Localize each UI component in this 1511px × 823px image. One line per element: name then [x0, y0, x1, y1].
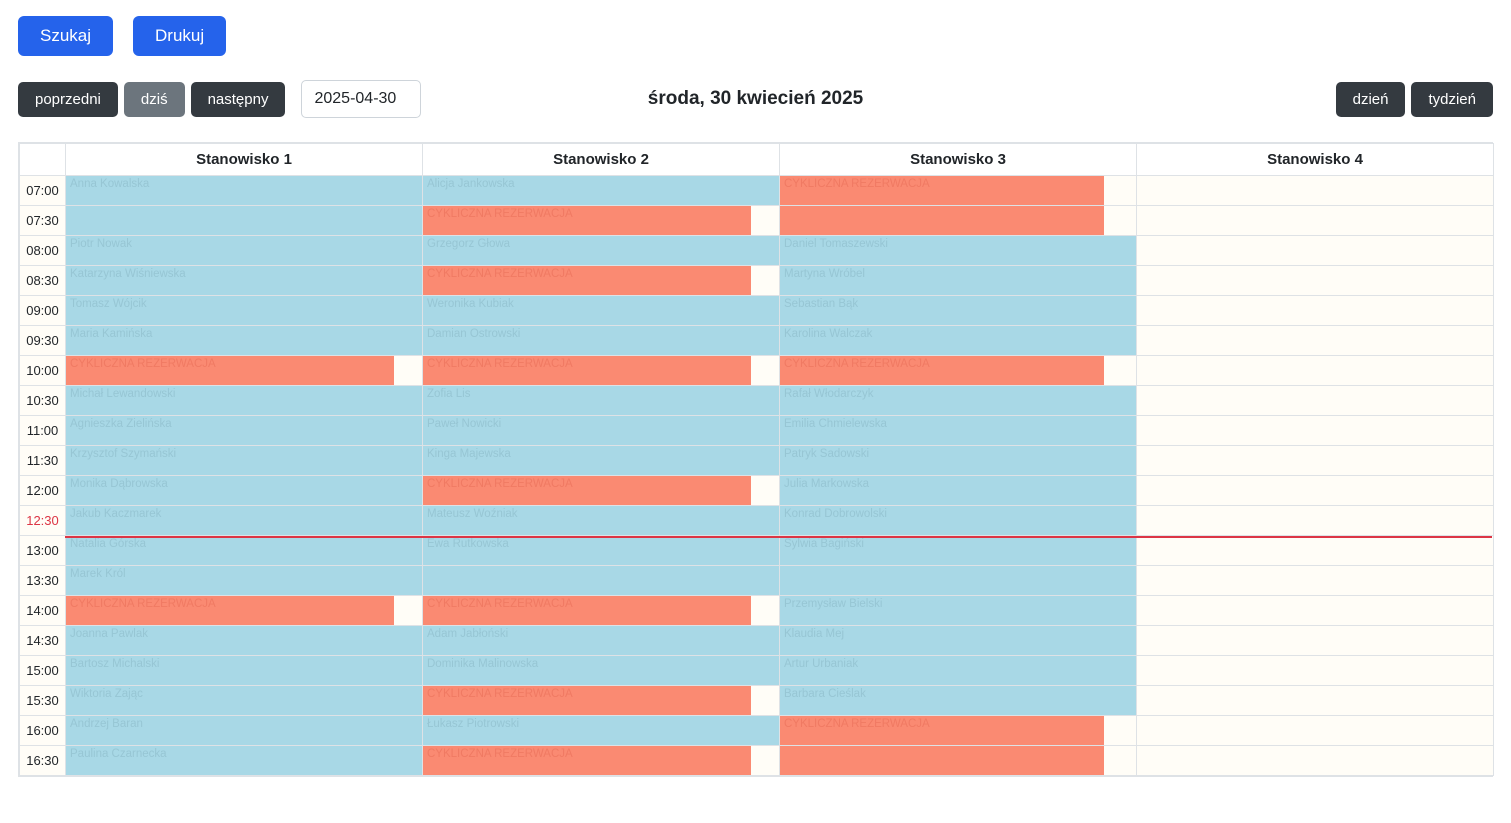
- calendar-slot[interactable]: [780, 176, 1137, 206]
- recurring-reservation-block[interactable]: CYKLICZNA REZERWACJA: [780, 356, 1104, 385]
- calendar-row: [20, 416, 1494, 446]
- reservation-block[interactable]: Piotr Nowak: [66, 236, 422, 265]
- date-input[interactable]: [301, 80, 421, 118]
- calendar-row: [20, 506, 1494, 536]
- calendar-slot[interactable]: [780, 296, 1137, 326]
- column-header-station-2: Stanowisko 2: [423, 144, 780, 176]
- nav-right-group: [1336, 82, 1493, 117]
- calendar-slot[interactable]: [780, 236, 1137, 266]
- calendar-row: [20, 446, 1494, 476]
- next-day-button[interactable]: następny: [191, 82, 286, 117]
- calendar-slot[interactable]: [780, 476, 1137, 506]
- calendar-slot[interactable]: [423, 236, 780, 266]
- time-label: 08:00: [20, 236, 66, 266]
- toolbar: [0, 0, 1511, 56]
- calendar-table: [19, 143, 1494, 776]
- calendar-slot[interactable]: [423, 296, 780, 326]
- calendar-slot[interactable]: [423, 746, 780, 776]
- calendar-slot[interactable]: [66, 536, 423, 566]
- calendar-slot[interactable]: [66, 206, 423, 236]
- calendar-slot[interactable]: [1137, 716, 1494, 746]
- calendar-slot[interactable]: [423, 476, 780, 506]
- calendar-slot[interactable]: [780, 566, 1137, 596]
- calendar-slot[interactable]: [423, 326, 780, 356]
- reservation-block[interactable]: Przemysław Bielski: [780, 596, 1136, 625]
- reservation-block[interactable]: Adam Jabłoński: [423, 626, 779, 655]
- calendar-slot[interactable]: [780, 716, 1137, 746]
- time-label: 11:30: [20, 446, 66, 476]
- recurring-reservation-block[interactable]: CYKLICZNA REZERWACJA: [780, 716, 1104, 745]
- current-date-title: środa, 30 kwiecień 2025: [647, 88, 864, 109]
- recurring-reservation-block[interactable]: CYKLICZNA REZERWACJA: [66, 596, 394, 625]
- calendar-slot[interactable]: [66, 746, 423, 776]
- reservation-block[interactable]: [423, 566, 779, 595]
- calendar-slot[interactable]: [66, 386, 423, 416]
- today-button[interactable]: dziś: [124, 82, 185, 117]
- time-label: 15:00: [20, 656, 66, 686]
- calendar-slot[interactable]: [1137, 596, 1494, 626]
- time-label: 11:00: [20, 416, 66, 446]
- calendar-row: [20, 566, 1494, 596]
- reservation-block[interactable]: Sebastian Bąk: [780, 296, 1136, 325]
- previous-day-button[interactable]: poprzedni: [18, 82, 118, 117]
- time-label: 07:30: [20, 206, 66, 236]
- calendar-row: [20, 296, 1494, 326]
- time-label: 10:00: [20, 356, 66, 386]
- calendar-slot[interactable]: [1137, 506, 1494, 536]
- time-label: 14:30: [20, 626, 66, 656]
- calendar-slot[interactable]: [423, 356, 780, 386]
- calendar-slot[interactable]: [780, 656, 1137, 686]
- calendar-slot[interactable]: [780, 206, 1137, 236]
- reservation-block[interactable]: Klaudia Mej: [780, 626, 1136, 655]
- calendar-slot[interactable]: [66, 626, 423, 656]
- time-label: 13:00: [20, 536, 66, 566]
- reservation-block[interactable]: Andrzej Baran: [66, 716, 422, 745]
- calendar-row: [20, 386, 1494, 416]
- calendar-slot[interactable]: [423, 686, 780, 716]
- time-label: 15:30: [20, 686, 66, 716]
- calendar-slot[interactable]: [66, 656, 423, 686]
- view-week-button[interactable]: tydzień: [1411, 82, 1493, 117]
- time-label: 16:00: [20, 716, 66, 746]
- reservation-block[interactable]: Wiktoria Zając: [66, 686, 422, 715]
- reservation-block[interactable]: Damian Ostrowski: [423, 326, 779, 355]
- reservation-block[interactable]: Paulina Czarnecka: [66, 746, 422, 775]
- calendar-row: [20, 356, 1494, 386]
- reservation-block[interactable]: Bartosz Michalski: [66, 656, 422, 685]
- reservation-block[interactable]: Julia Markowska: [780, 476, 1136, 505]
- reservation-block[interactable]: [780, 566, 1136, 595]
- calendar-row: [20, 626, 1494, 656]
- calendar-slot[interactable]: [1137, 746, 1494, 776]
- calendar-slot[interactable]: [66, 176, 423, 206]
- time-label: 16:30: [20, 746, 66, 776]
- calendar-slot[interactable]: [423, 506, 780, 536]
- reservation-block[interactable]: [66, 206, 422, 235]
- reservation-block[interactable]: Martyna Wróbel: [780, 266, 1136, 295]
- calendar-slot[interactable]: [1137, 536, 1494, 566]
- reservation-block[interactable]: Paweł Nowicki: [423, 416, 779, 445]
- column-header-station-4: Stanowisko 4: [1137, 144, 1494, 176]
- recurring-reservation-block[interactable]: [780, 746, 1104, 775]
- reservation-block[interactable]: Jakub Kaczmarek: [66, 506, 422, 535]
- reservation-block[interactable]: Karolina Walczak: [780, 326, 1136, 355]
- calendar-row: [20, 176, 1494, 206]
- calendar-slot[interactable]: [66, 596, 423, 626]
- column-header-station-1: Stanowisko 1: [66, 144, 423, 176]
- calendar-slot[interactable]: [66, 506, 423, 536]
- reservation-block[interactable]: Agnieszka Zielińska: [66, 416, 422, 445]
- calendar-slot[interactable]: [1137, 656, 1494, 686]
- calendar-slot[interactable]: [780, 356, 1137, 386]
- search-button[interactable]: Szukaj: [18, 16, 113, 56]
- corner-cell: [20, 144, 66, 176]
- calendar-slot[interactable]: [1137, 446, 1494, 476]
- calendar-slot[interactable]: [780, 266, 1137, 296]
- calendar-slot[interactable]: [66, 416, 423, 446]
- calendar-row: [20, 206, 1494, 236]
- calendar-slot[interactable]: [1137, 176, 1494, 206]
- calendar-slot[interactable]: [423, 206, 780, 236]
- calendar-slot[interactable]: [1137, 356, 1494, 386]
- calendar-slot[interactable]: [66, 266, 423, 296]
- calendar-grid: [18, 142, 1493, 777]
- calendar-slot[interactable]: [423, 596, 780, 626]
- calendar-slot[interactable]: [423, 386, 780, 416]
- calendar-row: [20, 236, 1494, 266]
- time-label: 14:00: [20, 596, 66, 626]
- calendar-slot[interactable]: [1137, 296, 1494, 326]
- reservation-block[interactable]: Maria Kamińska: [66, 326, 422, 355]
- calendar-slot[interactable]: [1137, 626, 1494, 656]
- time-label: 12:00: [20, 476, 66, 506]
- calendar-slot[interactable]: [1137, 416, 1494, 446]
- calendar-slot[interactable]: [423, 266, 780, 296]
- calendar-row: [20, 716, 1494, 746]
- recurring-reservation-block[interactable]: CYKLICZNA REZERWACJA: [423, 356, 751, 385]
- calendar-slot[interactable]: [423, 626, 780, 656]
- time-label: 09:00: [20, 296, 66, 326]
- calendar-slot[interactable]: [66, 236, 423, 266]
- reservation-block[interactable]: Tomasz Wójcik: [66, 296, 422, 325]
- reservation-block[interactable]: Dominika Malinowska: [423, 656, 779, 685]
- time-label: 10:30: [20, 386, 66, 416]
- calendar-row: [20, 686, 1494, 716]
- calendar-slot[interactable]: [66, 356, 423, 386]
- reservation-block[interactable]: Sylwia Bagiński: [780, 536, 1136, 565]
- calendar-row: [20, 266, 1494, 296]
- calendar-body: [20, 176, 1494, 776]
- calendar-slot[interactable]: [423, 566, 780, 596]
- reservation-block[interactable]: Zofia Lis: [423, 386, 779, 415]
- calendar-row: [20, 656, 1494, 686]
- recurring-reservation-block[interactable]: CYKLICZNA REZERWACJA: [423, 746, 751, 775]
- calendar-row: [20, 596, 1494, 626]
- recurring-reservation-block[interactable]: CYKLICZNA REZERWACJA: [423, 476, 751, 505]
- reservation-block[interactable]: Patryk Sadowski: [780, 446, 1136, 475]
- nav-left-group: [18, 80, 421, 118]
- calendar-row: [20, 476, 1494, 506]
- calendar-row: [20, 536, 1494, 566]
- calendar-slot[interactable]: [780, 536, 1137, 566]
- calendar-slot[interactable]: [423, 656, 780, 686]
- calendar-slot[interactable]: [66, 566, 423, 596]
- reservation-block[interactable]: Monika Dąbrowska: [66, 476, 422, 505]
- reservation-block[interactable]: Anna Kowalska: [66, 176, 422, 205]
- column-header-station-3: Stanowisko 3: [780, 144, 1137, 176]
- calendar-slot[interactable]: [66, 296, 423, 326]
- reservation-block[interactable]: Konrad Dobrowolski: [780, 506, 1136, 535]
- reservation-block[interactable]: Łukasz Piotrowski: [423, 716, 779, 745]
- calendar-slot[interactable]: [66, 446, 423, 476]
- reservation-block[interactable]: Marek Król: [66, 566, 422, 595]
- calendar-slot[interactable]: [423, 446, 780, 476]
- reservation-block[interactable]: Rafał Włodarczyk: [780, 386, 1136, 415]
- reservation-block[interactable]: Weronika Kubiak: [423, 296, 779, 325]
- reservation-block[interactable]: Michał Lewandowski: [66, 386, 422, 415]
- calendar-slot[interactable]: [780, 386, 1137, 416]
- recurring-reservation-block[interactable]: CYKLICZNA REZERWACJA: [423, 206, 751, 235]
- calendar-slot[interactable]: [423, 716, 780, 746]
- calendar-slot[interactable]: [423, 176, 780, 206]
- reservation-block[interactable]: Daniel Tomaszewski: [780, 236, 1136, 265]
- calendar-slot[interactable]: [780, 326, 1137, 356]
- reservation-block[interactable]: Mateusz Woźniak: [423, 506, 779, 535]
- reservation-block[interactable]: Barbara Cieślak: [780, 686, 1136, 715]
- calendar-slot[interactable]: [780, 416, 1137, 446]
- calendar-slot[interactable]: [1137, 386, 1494, 416]
- time-label: 13:30: [20, 566, 66, 596]
- reservation-block[interactable]: Emilia Chmielewska: [780, 416, 1136, 445]
- time-label: 08:30: [20, 266, 66, 296]
- calendar-slot[interactable]: [66, 476, 423, 506]
- calendar-slot[interactable]: [66, 326, 423, 356]
- reservation-block[interactable]: Krzysztof Szymański: [66, 446, 422, 475]
- calendar-row: [20, 746, 1494, 776]
- calendar-slot[interactable]: [66, 716, 423, 746]
- calendar-slot[interactable]: [1137, 236, 1494, 266]
- calendar-slot[interactable]: [780, 626, 1137, 656]
- calendar-slot[interactable]: [423, 536, 780, 566]
- calendar-slot[interactable]: [1137, 326, 1494, 356]
- time-label: 09:30: [20, 326, 66, 356]
- reservation-block[interactable]: Grzegorz Głowa: [423, 236, 779, 265]
- reservation-block[interactable]: Katarzyna Wiśniewska: [66, 266, 422, 295]
- calendar-slot[interactable]: [1137, 476, 1494, 506]
- calendar-slot[interactable]: [780, 686, 1137, 716]
- recurring-reservation-block[interactable]: CYKLICZNA REZERWACJA: [780, 176, 1104, 205]
- view-day-button[interactable]: dzień: [1336, 82, 1406, 117]
- recurring-reservation-block[interactable]: CYKLICZNA REZERWACJA: [423, 266, 751, 295]
- reservation-block[interactable]: Natalia Górska: [66, 536, 422, 565]
- calendar-navigation: [0, 78, 1511, 120]
- calendar-row: [20, 326, 1494, 356]
- reservation-block[interactable]: Joanna Pawlak: [66, 626, 422, 655]
- calendar-header-row: [20, 144, 1494, 176]
- calendar-slot[interactable]: [780, 746, 1137, 776]
- reservation-block[interactable]: Ewa Rutkowska: [423, 536, 779, 565]
- calendar-slot[interactable]: [1137, 206, 1494, 236]
- reservation-block[interactable]: Alicja Jankowska: [423, 176, 779, 205]
- recurring-reservation-block[interactable]: CYKLICZNA REZERWACJA: [423, 596, 751, 625]
- reservation-block[interactable]: Artur Urbaniak: [780, 656, 1136, 685]
- calendar-slot[interactable]: [1137, 686, 1494, 716]
- calendar-slot[interactable]: [66, 686, 423, 716]
- calendar-slot[interactable]: [1137, 566, 1494, 596]
- reservation-block[interactable]: Kinga Majewska: [423, 446, 779, 475]
- calendar-slot[interactable]: [780, 506, 1137, 536]
- calendar-slot[interactable]: [780, 446, 1137, 476]
- recurring-reservation-block[interactable]: CYKLICZNA REZERWACJA: [66, 356, 394, 385]
- recurring-reservation-block[interactable]: [780, 206, 1104, 235]
- recurring-reservation-block[interactable]: CYKLICZNA REZERWACJA: [423, 686, 751, 715]
- time-label: 12:30: [20, 506, 66, 536]
- calendar-slot[interactable]: [780, 596, 1137, 626]
- calendar-slot[interactable]: [423, 416, 780, 446]
- time-label: 07:00: [20, 176, 66, 206]
- print-button[interactable]: Drukuj: [133, 16, 226, 56]
- calendar-slot[interactable]: [1137, 266, 1494, 296]
